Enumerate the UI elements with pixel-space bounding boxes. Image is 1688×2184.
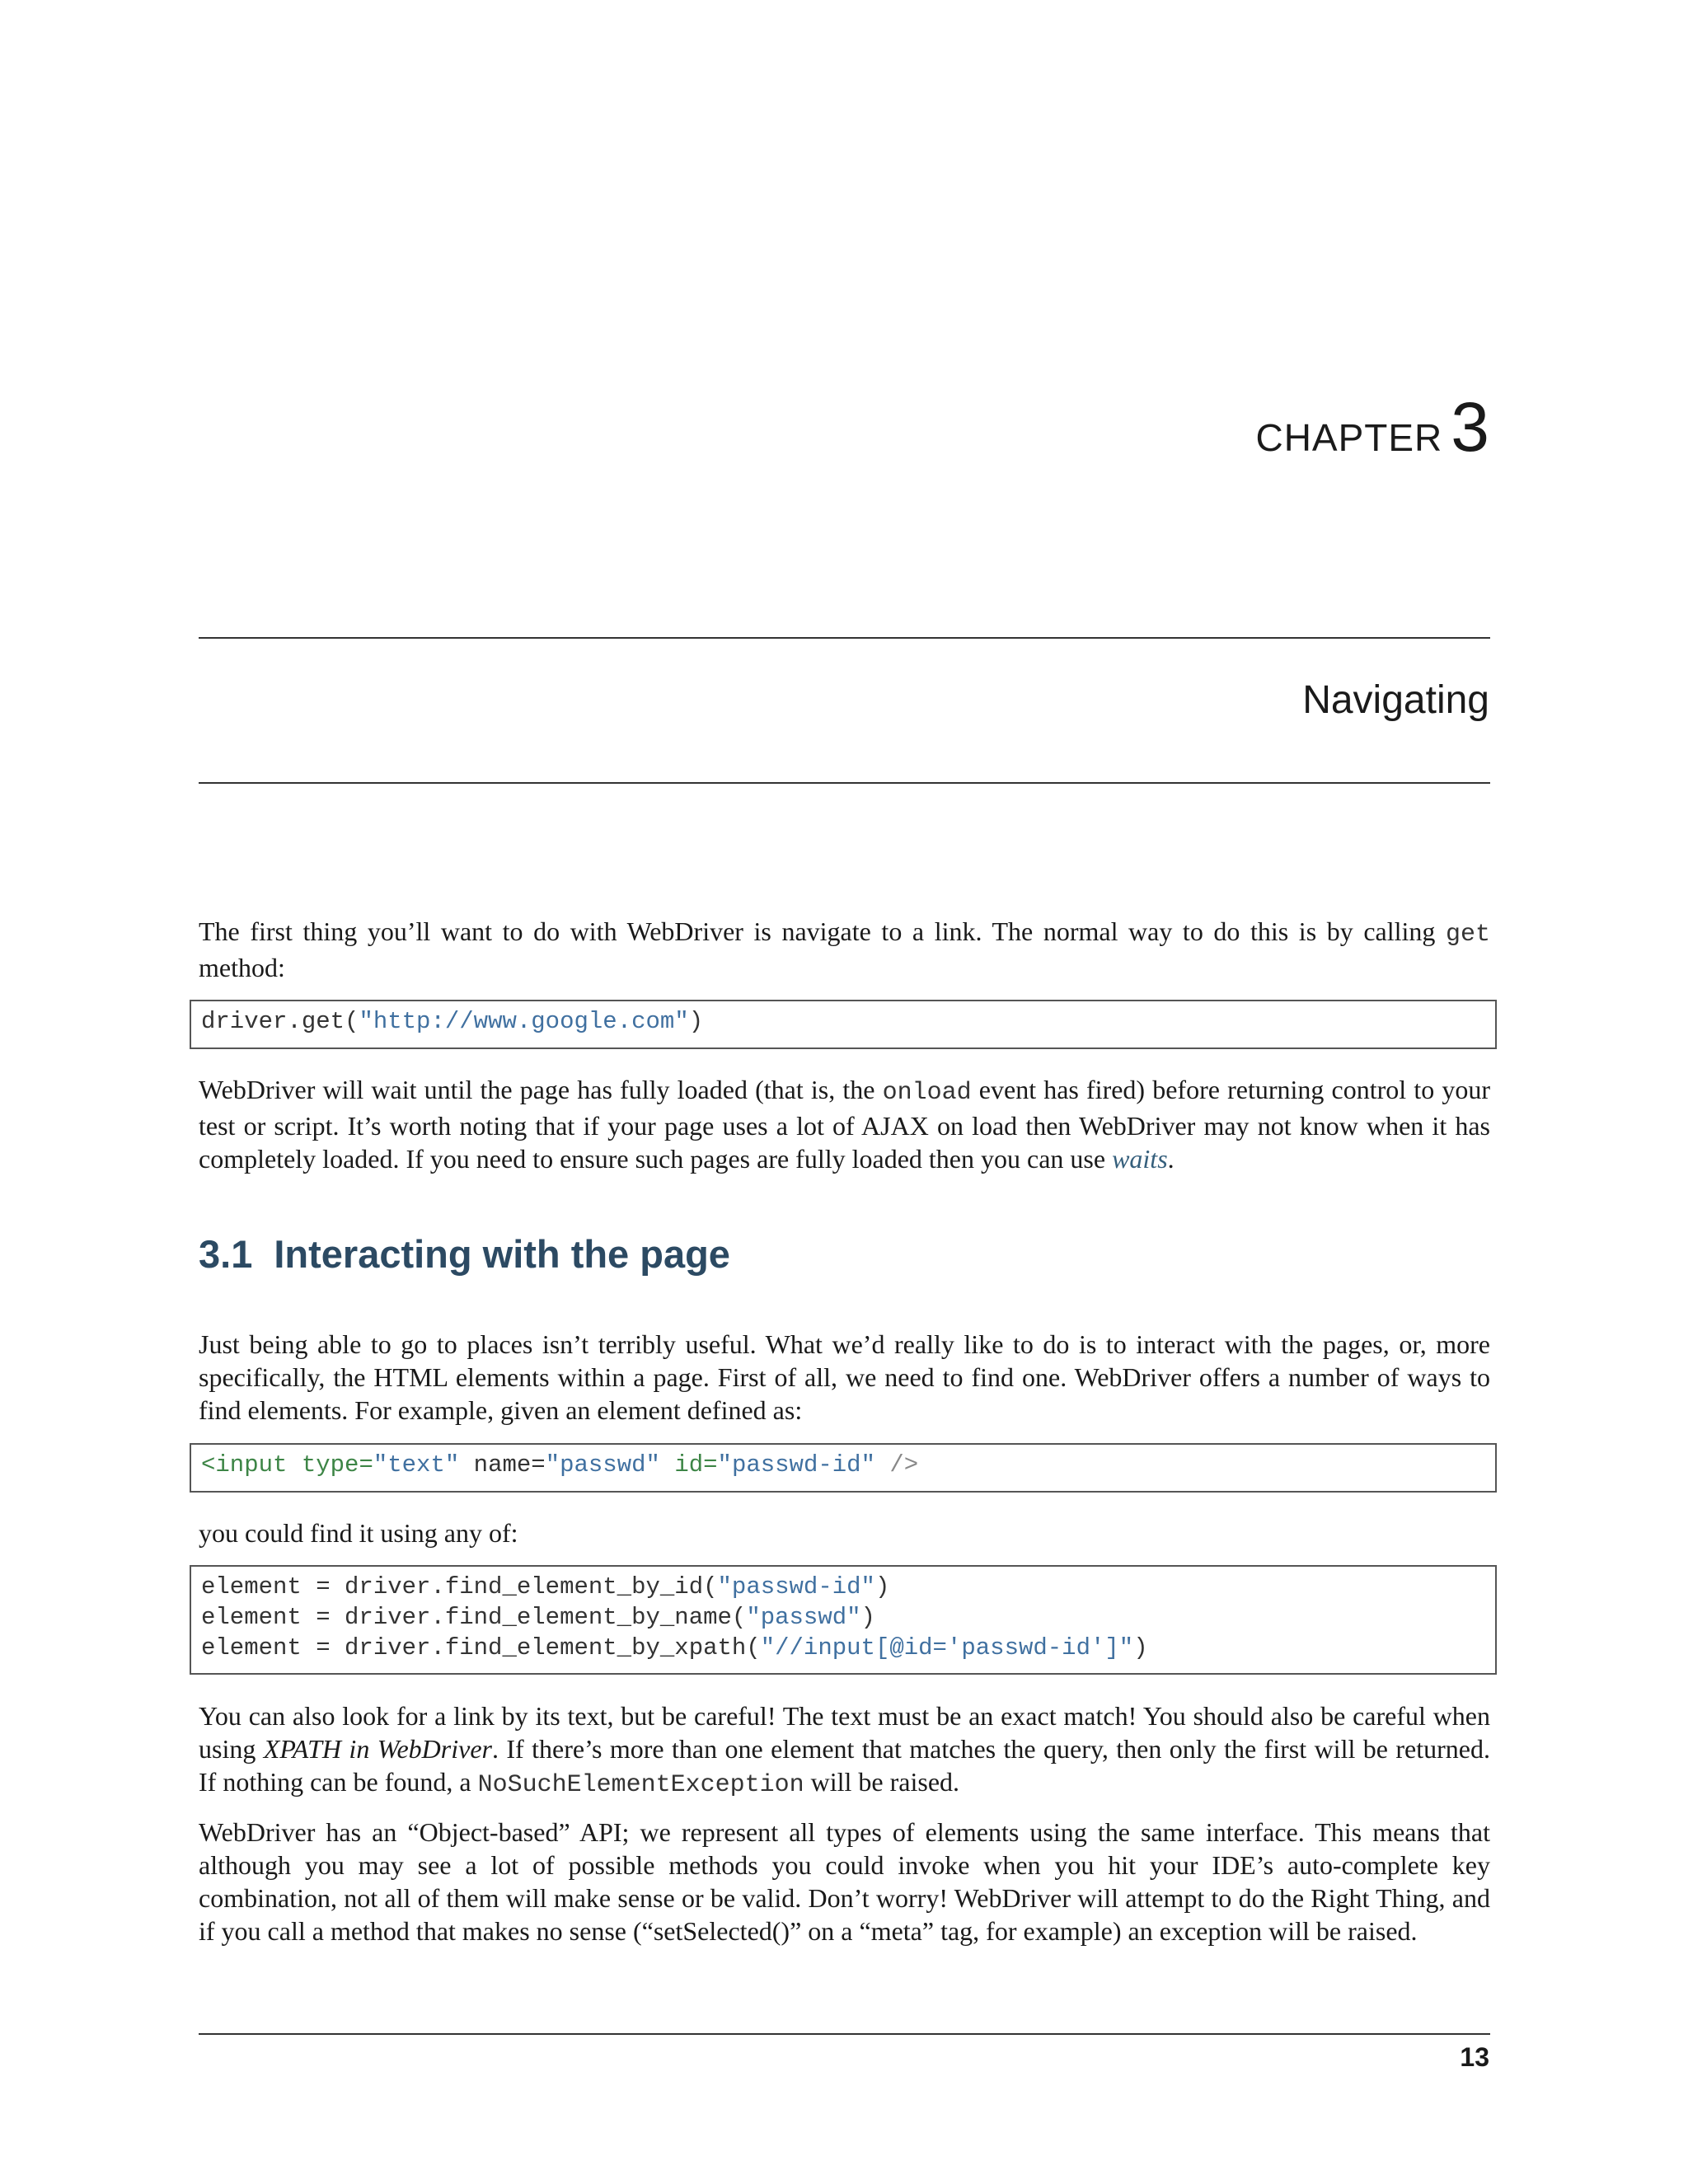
chapter-title: Navigating: [1302, 678, 1489, 722]
section-paragraph-2: you could find it using any of:: [199, 1518, 518, 1548]
intro-paragraph-2: WebDriver will wait until the page has fully loaded (that is, the onload event has fired) before returning control to your test or script. It’s worth noting that if your page uses a lot of AJAX on load then WebDriver may not know when it has completely loaded. If you need to ensure such pages are fully loaded then you can use waits.: [199, 1075, 1491, 1174]
footer-rule: [199, 2033, 1490, 2035]
section-number: 3.1: [199, 1232, 253, 1276]
intro-paragraph-1: The first thing you’ll want to do with WebDriver is navigate to a link. The normal way to do this is by calling get method:: [199, 916, 1490, 982]
code-block-find-element: [190, 1565, 1497, 1675]
code-url: http://www.google.com: [373, 1008, 675, 1035]
waits-link[interactable]: waits: [1112, 1144, 1168, 1174]
code-block-get: driver.get("http://www.google.com"): [190, 1000, 1497, 1049]
section-paragraph-1: Just being able to go to places isn’t terribly useful. What we’d really like to do is to interact with the pages, or, more specifically, the HTML elements within a page. First of all, we need to find one. WebDriver offers a number of ways to find elements. For example, given an element defined as:: [199, 1329, 1490, 1425]
inline-code-exception: NoSuchElementException: [477, 1771, 804, 1799]
chapter-heading: [1255, 387, 1489, 467]
section-title: Interacting with the page: [274, 1232, 730, 1276]
inline-code-get: get: [1445, 921, 1490, 949]
section-paragraph-3: You can also look for a link by its text, but be careful! The text must be an exact match! You should also be careful when using XPATH in WebDriver. If there’s more than one element that matches the query, then only the first will be returned. If nothing can be found, a NoSuchElementException will be raised.: [199, 1701, 1490, 1799]
chapter-number: 3: [1451, 388, 1489, 466]
chapter-label: CHAPTER: [1255, 416, 1443, 459]
code-line: element = driver.find_element_by_id("passwd-id"): [201, 1573, 890, 1601]
code-line: element = driver.find_element_by_name("passwd"): [201, 1604, 875, 1631]
code-block-input-element: <input type="text" name="passwd" id="passwd-id" />: [190, 1443, 1497, 1493]
title-rule-top: [199, 637, 1490, 639]
inline-code-onload: onload: [882, 1079, 972, 1107]
section-paragraph-4: WebDriver has an “Object-based” API; we represent all types of elements using the same interface. This means that although you may see a lot of possible methods you could invoke when you hit your IDE’s auto-complete key combination, not all of them will make sense or be valid. Don’t worry! WebDriver will attempt to do the Right Thing, and if you call a method that makes no sense (“setSelected()” on a “meta” tag, for example) an exception will be raised.: [199, 1817, 1490, 1946]
title-rule-bottom: [199, 782, 1490, 784]
section-heading: [199, 1231, 730, 1277]
code-line: element = driver.find_element_by_xpath("//input[@id='passwd-id']"): [201, 1634, 1148, 1661]
page-number: 13: [1460, 2042, 1489, 2072]
xpath-reference[interactable]: XPATH in WebDriver: [263, 1734, 492, 1764]
